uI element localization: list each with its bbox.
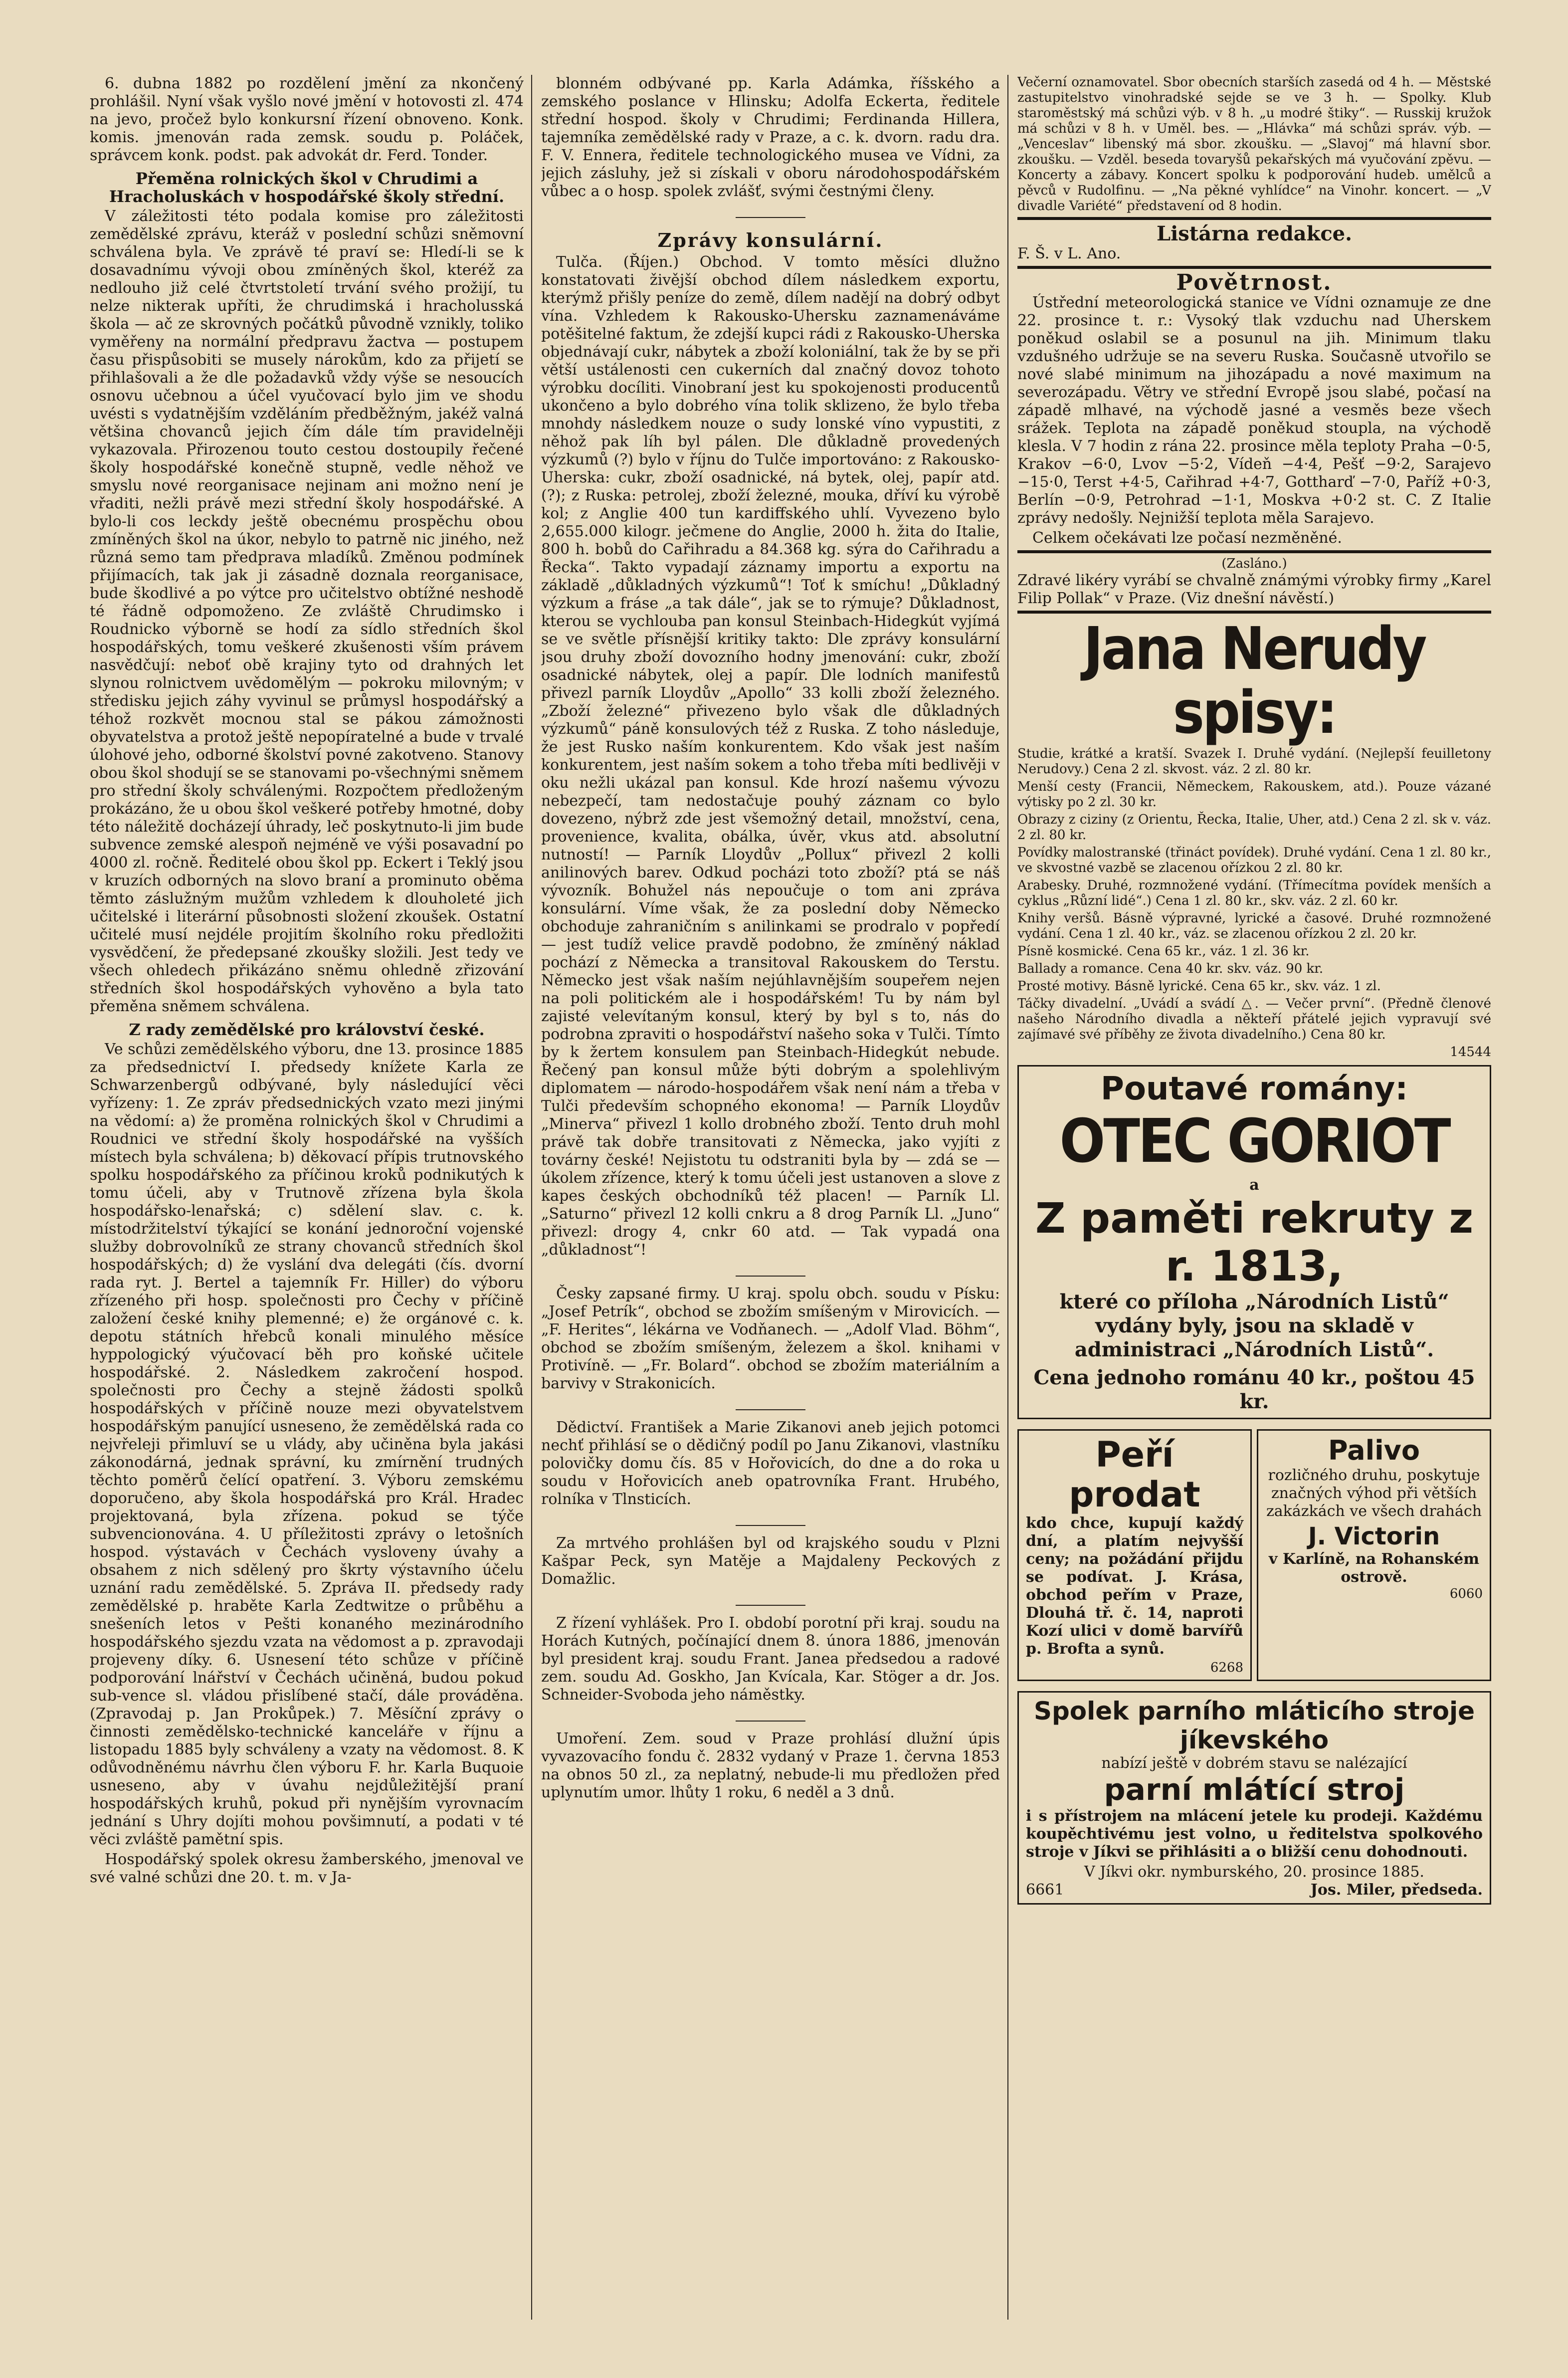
article-paragraph: Dědictví. František a Marie Zikanovi aneb jejich potomci nechť přihlásí se o dědičný podíl po Janu Zikanovi, vlastníku polovičky domu čís. 85 v Hořovicích, do dne a do roka u soudu v Hořovicích aneb opatrovníka Frant. Hrubého, rolníka v Tlnsticích. (541, 1419, 1000, 1508)
threshing-big: parní mlátící stroj (1104, 1772, 1405, 1807)
article-paragraph: blonném odbývané pp. Karla Adámka, říšského a zemského poslance v Hlinsku; Adolfa Eckerta, ředitele střední hospod. školy v Chrudimi; Ferdinanda Hillera, tajemníka zemědělské rady v Praze, a c. k. dvorn. radu dra. F. V. Ennera, ředitele technologického musea ve Vídni, za jejich zásluhy, jež si získali v oboru národohospodářském vůbec a o hosp. spolek zvlášť, svými čestnými členy. (541, 75, 1000, 200)
weather-outlook: Celkem očekávati lze počasí nezměněné. (1032, 529, 1342, 547)
book-listing: Povídky malostranské (třináct povídek). Druhé vydání. Cena 1 zl. 80 kr., ve skvostné vazbě se zlacenou ořízkou 2 zl. 80 kr. (1017, 845, 1491, 875)
evening-notices: Večerní oznamovatel. Sbor obecních starších zasedá od 4 h. — Městské zastupitelstvo vinohradské sejde se ve 3 h. — Spolky. Klub staroměstský má schůzi výb. v 8 h. „u modré štiky“. — Russkij kružok má schůzi v 8 h. v Uměl. bes. — „Hlávka“ má schůzi správ. výb. — „Venceslav“ libenský má sbor. zkoušku. — „Slavoj“ má hlavní sbor. zkoušku. — Vzděl. beseda tovaryšů pekařských má vyučování zpěvu. — Koncerty a zábavy. Koncert spolku k podporování hudeb. umělců a pěvců v Rudolfinu. — „Na pěkné vyhlídce“ na Vinohr. koncert. — „V divadle Variété“ představení od 8 hodin. (1017, 75, 1491, 214)
column-divider (1007, 75, 1008, 2320)
ad-number: 14544 (1450, 1045, 1491, 1060)
listarna-text: F. Š. v L. Ano. (1017, 245, 1121, 262)
section-separator (541, 1397, 1000, 1415)
book-listing: Táčky divadelní. „Uvádí a svádí △. — Večer první“. (Předně členové našeho Národního divadla a někteří přátelé jejich vypravují své zajímavé své příběhy ze života divadelního.) Cena 80 kr. (1017, 996, 1491, 1042)
book-listing: Písně kosmické. Cena 65 kr., váz. 1 zl. 36 kr. (1017, 944, 1310, 959)
section-separator (541, 1513, 1000, 1530)
divider (1017, 217, 1491, 220)
column-divider (531, 75, 532, 2320)
feather-title: Peří prodat (1069, 1434, 1200, 1515)
listarna-title: Listárna redakce. (1156, 222, 1353, 245)
threshing-title: Spolek parního mláticího stroje jíkevského (1033, 1697, 1475, 1754)
book-listing: Menší cesty (Francii, Německem, Rakouskem, atd.). Pouze vázané výtisky po 2 zl. 30 kr. (1017, 779, 1491, 810)
goriot-subtitle: Z paměti rekruty z r. 1813, (1035, 1194, 1474, 1291)
section-separator (541, 205, 1000, 222)
column-2 (541, 75, 1000, 2320)
article-paragraph: Ve schůzi zemědělského výboru, dne 13. prosince 1885 za předsednictví I. předsedy knížete Karla ze Schwarzenbergů odbývané, byly následující věci vyřízeny: 1. Ze zpráv předsednických vzato mezi jinými na vědomí: a) že proměna rolnických škol v Chrudimi a Roudnici ve střední školy hospodářské na vyšších místech byla schválena; b) děkovací přípis trutnovského spolku hospodářského za příčinou kroků podnikutých k tomu účeli, aby v Trutnově zřízena byla škola hospodářsko-lenařská; c) sdělení slav. c. k. místodržitelství týkající se konání jednoroční vojenské služby dobrovolníků ze strany chovanců středních škol hospodářských; d) že vyslání dva delegáti (čís. dvorní rada ryt. J. Bertel a tajemník Fr. Hiller) do výboru zřízeného při hosp. společnosti pro Čechy v příčině založení české knihy plemenné; e) že orgánové c. k. depotu státních hřebců konali minulého měsíce hyppologický výučovací běh pro koňské učitele hospodářské. 2. Následkem zakročení hospod. společnosti pro Čechy a stejně žádosti spolků hospodářských v příčině nouze mezi obyvatelstvem hospodářským panující usneseno, že zemědělská rada co nejvřeleji přimluví se u vlády, aby učiněna byla jakási zákonodárná, jednak správní, ku zmírnění trudných těchto poměrů čelící opatření. 3. Výboru zemskému doporučeno, aby škola hospodářská pro Král. Hradec projektovaná, byla zřízena. pokud se týče subvencionována. 4. U příležitosti zprávy o letošních hospod. výstavách v Čechách vysloveny úvahy a obsahem z nich sdělený pro škrty výstavního účelu uznání radu zemědělské. 5. Zpráva II. předsedy rady zemědělské p. hraběte Karla Zedtwitze o průběhu a snešeních letos v Pešti konaného mezinárodního hospodářského sjezdu vzata na vědomost a p. zpravodaji projeveny díky. 6. Usnesení této schůze v příčině podporování lnářství v Čechách učiněná, budou pokud sub-vence sl. vládou přislíbené stačí, dále prováděna. (Zpravodaj p. Jan Prokůpek.) 7. Měsíční zprávy o činnosti zemědělsko-technické kanceláře v říjnu a listopadu 1885 byly schváleny a vzaty na vědomost. 8. K odůvodněnému návrhu člen výboru F. hr. Karla Buquoie usneseno, aby v úvahu nejdůležitější praní hospodářských kruhů, pokud při nynějším vyrovnacím jednání s Uhry dojíti mohou povšimnutí, a podati v té věci zvláště pamětní spis. (90, 1041, 524, 1848)
fuel-name: J. Victorin (1308, 1522, 1440, 1550)
article-paragraph: Za mrtvého prohlášen byl od krajského soudu v Plzni Kašpar Peck, syn Matěje a Majdaleny Peckových z Domažlic. (541, 1534, 1000, 1588)
small-ads-row (1017, 1424, 1491, 1686)
goriot-ad (1017, 1065, 1491, 1419)
divider (1017, 266, 1491, 269)
divider (1017, 611, 1491, 614)
article-paragraph: Česky zapsané firmy. U kraj. spolu obch. soudu v Písku: „Josef Petrík“, obchod se zbožím smíšeným v Mirovicích. — „F. Herites“, lékárna ve Vodňanech. — „Adolf Vlad. Böhm“, obchod se zbožím smíšeným, železem a škol. knihami v Protivíně. — „Fr. Bolard“. obchod se zbožím materiálním a barvivy v Strakonicích. (541, 1285, 1000, 1392)
section-separator (541, 1592, 1000, 1610)
article-heading: Přeměna rolnických škol v Chrudimi a Hracholuskách v hospodářské školy střední. (109, 169, 505, 206)
divider (1017, 550, 1491, 553)
column-1 (90, 75, 524, 2320)
fuel-address: v Karlíně, na Rohanském ostrově. (1269, 1550, 1479, 1586)
feather-ad (1017, 1429, 1252, 1681)
fuel-title: Palivo (1328, 1435, 1420, 1466)
threshing-text: nabízí ještě v dobrém stavu se nalézající (1101, 1754, 1407, 1772)
book-listing: Knihy veršů. Básně výpravné, lyrické a časové. Druhé rozmnožené vydání. Cena 1 zl. 40 kr., váz. se zlacenou ořízkou 2 zl. 20 kr. (1017, 911, 1491, 941)
article-paragraph: Umoření. Zem. soud v Praze prohlásí dlužní úpis vyvazovacího fondu č. 2832 vydaný v Praze 1. června 1853 na obnos 50 zl., za neplatný, nebude-li mu předložen před uplynutím umor. lhůty 1 roku, 6 neděl a 3 dnů. (541, 1730, 1000, 1801)
fuel-ad (1257, 1429, 1491, 1681)
book-listing: Prosté motivy. Básně lyrické. Cena 65 kr., skv. váz. 1 zl. (1017, 979, 1381, 994)
threshing-ad (1017, 1691, 1491, 1905)
weather-text: Ústřední meteorologická stanice ve Vídni oznamuje ze dne 22. prosince t. r.: Vysoký tlak vzduchu nad Uherskem poněkud oslabil se a posunul na jih. Minimum tlaku vzdušného udržuje se na severu Ruska. Současně utvořilo se nové slabé minimum na jihozápadu a nové maximum na severozápadu. Větry ve střední Evropě jsou slabé, počasí na západě mlhavé, na východě jasné a vesměs beze všech srážek. Teplota na západě poněkud stoupla, na východě klesla. V 7 hodin z rána 22. prosince měla teploty Praha −0·5, Krakov −6·0, Lvov −5·2, Vídeň −4·4, Pešť −9·2, Sarajevo −15·0, Terst +4·5, Cařihrad +4·7, Gottharď −7·0, Paříž +0·3, Berlín −0·9, Petrohrad −1·1, Moskva +0·2 st. C. Z Italie zprávy nedošly. Nejnižší teplota měla Sarajevo. (1017, 294, 1491, 527)
book-listing: Arabesky. Druhé, rozmnožené vydání. (Třímecítma povídek menších a cyklus „Různí lidé“.) Cena 1 zl. 80 kr., skv. váz. 2 zl. 60 kr. (1017, 878, 1491, 908)
article-paragraph: Hospodářský spolek okresu žamberského, jmenoval ve své valné schůzi dne 20. t. m. v Ja- (90, 1851, 524, 1886)
weather-title: Povětrnost. (1176, 270, 1333, 295)
article-paragraph: 6. dubna 1882 po rozdělení jmění za nkončený prohlášil. Nyní však vyšlo nové jmění v hotovosti zl. 474 na jevo, pročež bylo konkursní řízení obnoveno. Konk. komis. jmenován rada zemsk. soudu p. Poláček, správcem konk. podst. pak advokát dr. Ferd. Tonder. (90, 75, 524, 164)
book-listing: Ballady a romance. Cena 40 kr. skv. váz. 90 kr. (1017, 961, 1324, 976)
section-separator (541, 1708, 1000, 1726)
threshing-text2: i s přístrojem na mlácení jetele ku prodeji. Každému koupěchtivému jest volno, u ředitelstva spolkového stroje v Jíkvi se přihlásiti a o bližší cenu dohodnouti. (1026, 1807, 1483, 1861)
threshing-footer (1026, 1881, 1483, 1899)
goriot-top: Poutavé romány: (1101, 1071, 1408, 1107)
book-listing: Studie, krátké a kratší. Svazek I. Druhé vydání. (Nejlepší feuilletony Nerudovy.) Cena 2 zl. skvost. váz. 2 zl. 80 kr. (1017, 746, 1491, 777)
neruda-book-list (1017, 746, 1491, 1043)
column-3 (1017, 75, 1491, 2320)
ad-number: 6268 (1210, 1660, 1243, 1675)
goriot-price: Cena jednoho románu 40 kr., poštou 45 kr. (1033, 1366, 1475, 1413)
article-heading: Z rady zemědělské pro království české. (129, 1020, 485, 1039)
goriot-title: OTEC GORIOT (1059, 1107, 1449, 1176)
neruda-ad-title: Jana Nerudy spisy: (1083, 614, 1425, 747)
article-paragraph: V záležitosti této podala komise pro záležitosti zemědělské zprávu, kteráž v poslední schůzi sněmovní schválena byla. Ve zprávě té praví se: Hledí-li se k dosavadnímu vývoji obou zmíněných škol, kteréž za nedlouho již celé čtvrtstoletí trvání svého prožijí, tu nelze nikterak upříti, že chrudimská i hracholusská škola — ač ze skrovných počátků původně vznikly, toliko vyměřeny na normální předpravu žactva — postupem času přispůsobiti se musely nárokům, kdo za přijetí se přihlašovali a že dle požadavků vždy výše se nesoucích osnovu učebnou a účel vyučovací bylo jim ve shodu uvésti s vydatnějším vzděláním předběžným, jakéž valná většina chovanců jejich čím dále tím pravidelněji vykazovala. Přirozenou touto cestou dostoupily řečené školy hospodářské konečně stupně, vedle něhož ve smyslu nové reorganisace nejinam ani možno není je vřaditi, nežli právě mezi střední školy hospodářské. A bylo-li cos leckdy ještě obecnému prospěchu obou zmíněných škol na úkor, nebylo to patrně nic jiného, než různá semo tam předprava mladíků. Změnou podmínek přijímacích, tak jak ji zásadně doznala reorganisace, bude škodlivé a po výtce pro učitelstvo obtížné neshodě té řádně odpomoženo. Ze zvláště Chrudimsko i Roudnicko výborně se hodí za sídlo středních škol hospodářských, tomu veškeré zkušenosti vším právem nasvědčují: neboť obě krajiny tyto od drahných let slynou rolnictvem uvědomělým — pokroku milovným; v středisku jejich záhy vyvinul se průmysl hospodářský a téhož rozkvět mocnou stal se pákou zámožnosti obyvatelstva a protož ještě nepopíratelné a bude v trvalé úlohové jeho, odborné školství povné zakotveno. Stanovy obou škol shodují se se stanovami po-všechnými sněmem pro střední školy schválenými. Rozpočtem předloženým prokázáno, že u obou škol veškeré potřeby hmotné, doby této náležitě docházejí úhrady, leč poskytnuto-li jim bude subvence zemské alespoň nejméně ve výši posavadní po 4000 zl. ročně. Ředitelé obou škol pp. Eckert i Teklý jsou v kruzích odborných na slovo braní a prominuto oběma těmto záslužným mužům vzhledem k dlouholeté jich učitelské i literární působnosti složení zkoušek. Ostatní učitelé musí nejdéle projitím školního roku předložiti vysvědčení, že předepsané zkoušky složili. Jest tedy ve všech ohledech přikázáno sněmu ohledně zřizování středních škol hospodářských vyhověno a byla tato přeměna sněmem schválena. (90, 208, 524, 1015)
ad-number: 6661 (1026, 1881, 1064, 1899)
zaslano-label: (Zasláno.) (1221, 556, 1287, 571)
newspaper-page (90, 75, 1491, 2320)
fuel-text: rozličného druhu, poskytuje značných výhod při větších zakázkách ve všech drahách (1266, 1467, 1482, 1520)
book-listing: Obrazy z ciziny (z Orientu, Řecka, Italie, Uher, atd.) Cena 2 zl. sk v. váz. 2 zl. 80 kr. (1017, 812, 1491, 843)
article-paragraph: Tulča. (Říjen.) Obchod. V tomto měsíci dlužno konstatovati živější obchod dílem následkem exportu, kterýmž přišly peníze do země, dílem nadějí na dobrý odbyt vína. Vzhledem k Rakousko-Uhersku zaznamenáváme potěšitelné faktum, že zdejší kupci rádi z Rakousko-Uherska objednávají cukr, nábytek a zboží koloniální, tak že by se při větší ustálenosti cen cukerních dal značný dovoz tohoto výrobku docíliti. Vinobraní jest ku spokojenosti producentů ukončeno a bylo dobrého vína tolik sklizeno, že bylo třeba mnohdy následkem nouze o sudy lonské víno vypustiti, z něhož pak líh byl pálen. Dle důkladně provedených výzkumů (?) bylo v říjnu do Tulče importováno: z Rakousko-Uherska: cukr, zboží osadnické, ná bytek, olej, papír atd. (?); z Ruska: petrolej, zboží železné, mouka, dříví ku výrobě kol; z Anglie 400 tun kardiffského uhlí. Vyvezeno bylo 2,655.000 kilogr. ječmene do Anglie, 2000 h. žita do Italie, 800 h. bobů do Cařihradu a 84.368 kg. sýra do Cařihradu a Řecka“. Takto vypadají záznamy importu a exportu na základě „důkladných výzkumů“! Toť k smíchu! „Důkladný výzkum a fráse „a tak dále“, jak se to rýmuje? Důkladnost, kterou se vychlouba pan konsul Steinbach-Hidegkút vyjímá se ve světle přísnější kritiky takto: Dle zprávy konsulární jsou druhy zboží dovozního hodny jmenování: cukr, zboží osadnické nábytek, olej a papír. Dle lodních manifestů přivezl parník Lloydův „Apollo“ 33 kolli zboží železného. „Zboží železné“ přivezeno bylo však dle důkladných výzkumů“ páně konsulových též z Ruska. Z toho následuje, že jest Rusko naším konkurentem. Kdo však jest naším konkurentem, jest naším sokem a toho třeba míti bedlivěji v oku nežli ukázal pan konsul. Kde hrozí našemu vývozu nebezpečí, tam nedostačuje pouhý záznam co bylo dovezeno, nýbrž zde jest všemožný detail, množství, cena, provenience, kvalita, obálka, úvěr, vkus atd. absolutní nutností! — Parník Lloydův „Pollux“ přivezl 2 kolli anilinových barev. Odkud pocházi toto zboží? ptá se náš vývozník. Bohužel nás nepoučuje o tom ani zpráva konsulární. Víme však, že za poslední doby Německo obchoduje zahraničním s anilinkami se prodralo v popředí — jest tudíž velice pravdě podobno, že zmíněný náklad pochází z Německa a transitoval Rakouskem do Terstu. Německo jest však naším nejúhlavnějším soupeřem nejen na poli politickém ale i hospodářském! Tu by nám byl zajisté velevítaným konsul, který by byl s to, nás do podrobna zpraviti o hospodářství našeho soka v Tulči. Tímto by k žertem konsulem pan Steinbach-Hidegkút nebude. Řečený pan konsul může býti dobrým a spolehlivým diplomatem — národo-hospodářem však není nám a třeba v Tulči především schopného ekonoma! — Parník Lloydův „Minerva“ přivezl 1 kollo drobného zboží. Tento druh mohl právě tak dobře transitovati z Německa, jako vyjíti z továrny české! Nejistotu tu odstraniti byla by — zdá se — úkolem zřízence, který k tomu účeli jest ustanoven a slove z kapes českých obchodníků též placen! — Parník Ll. „Saturno“ přivezl 12 kolli cnkru a 8 drog Parník Ll. „Juno“ přivezl: drogy 4, cnkr 60 atd. — Tak vypadá ona „důkladnost“! (541, 253, 1000, 1259)
threshing-signature: Jos. Miler, předseda. (1310, 1881, 1483, 1899)
article-heading: Zprávy konsulární. (657, 229, 884, 251)
goriot-text: které co příloha „Národních Listů“ vydány byly, jsou na skladě v administraci „Národních Listů“. (1059, 1290, 1449, 1361)
feather-text: kdo chce, kupují každý dní, a platím nejvyšší ceny; na požádání přijdu se podívat. J. Krása, obchod peřím v Praze, Dlouhá tř. č. 14, naproti Kozí ulici v domě barvířů p. Brofta a synů. (1026, 1514, 1243, 1658)
threshing-date: V Jíkvi okr. nymburského, 20. prosince 1885. (1084, 1863, 1424, 1881)
article-paragraph: Z řízení vyhlášek. Pro I. období porotní při kraj. soudu na Horách Kutných, počínající dnem 8. února 1886, jmenován byl president kraj. soudu Frant. Janea předsedou a radové zem. soudu Ad. Goskho, Jan Kvícala, Kar. Stöger a dr. Jos. Schneider-Svoboda jeho náměstky. (541, 1614, 1000, 1704)
goriot-and: a (1249, 1176, 1259, 1194)
ad-number: 6060 (1449, 1586, 1483, 1601)
section-separator (541, 1263, 1000, 1281)
liqueur-notice: Zdravé likéry vyrábí se chvalně známými výrobky firmy „Karel Filip Pollak“ v Praze. (Viz dnešní návěstí.) (1017, 572, 1491, 607)
